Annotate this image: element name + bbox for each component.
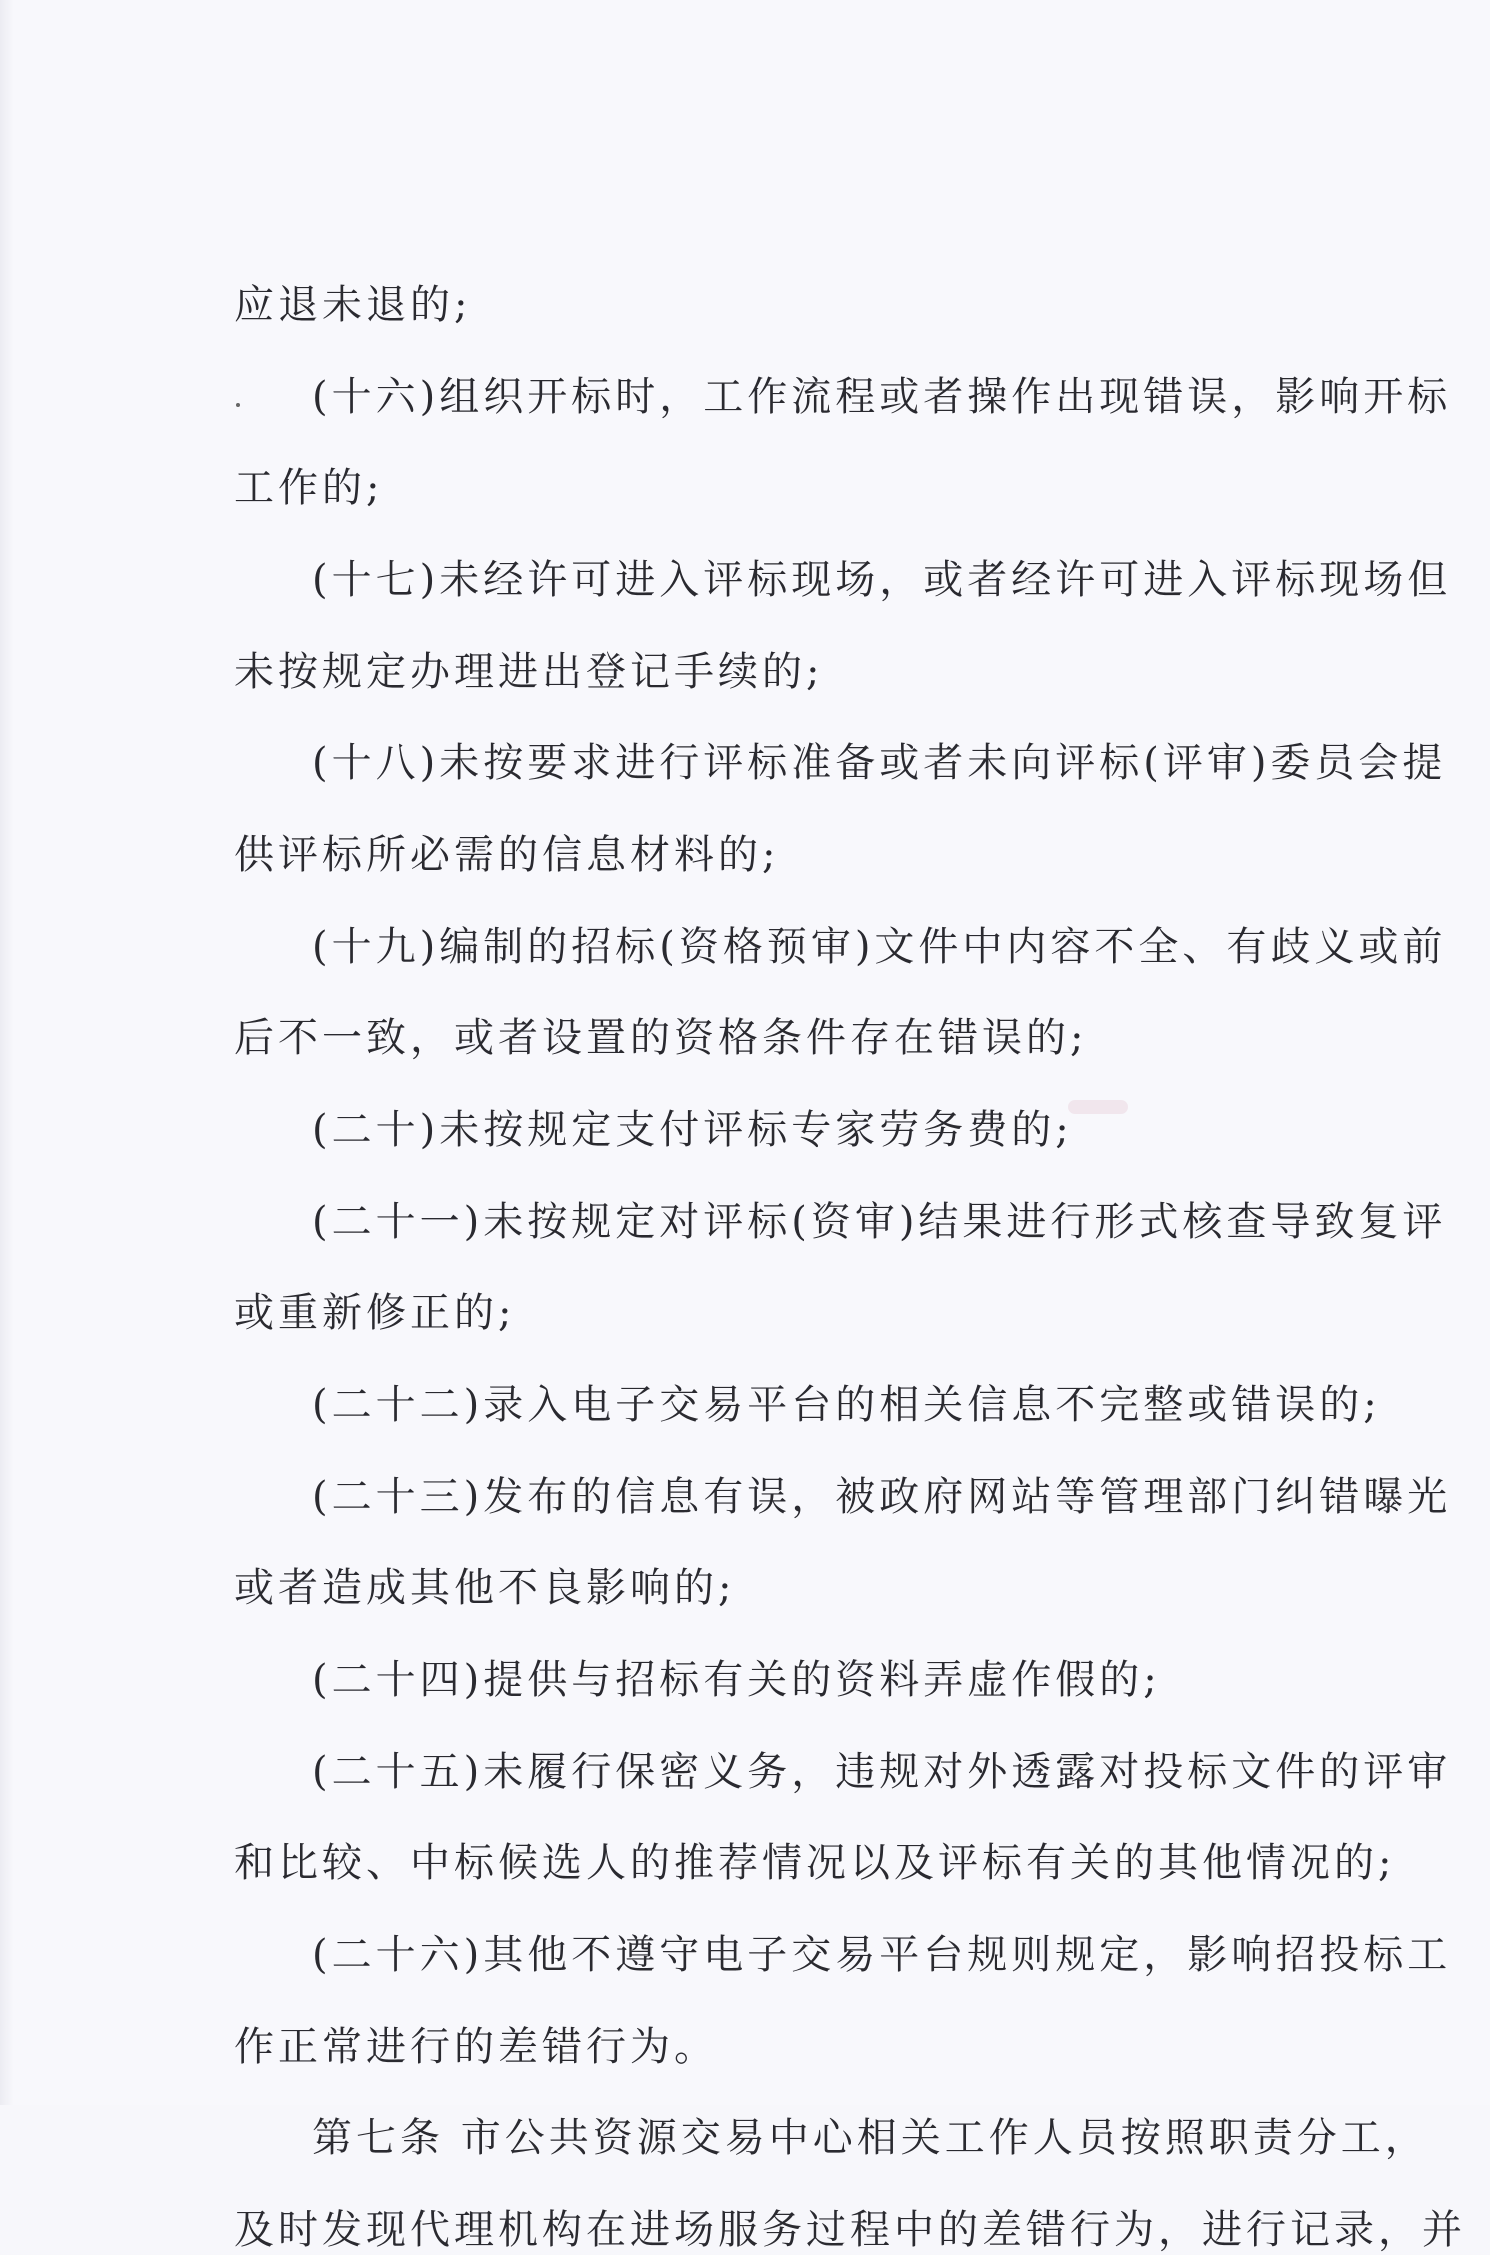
clause-16: (十六)组织开标时，工作流程或者操作出现错误，影响开标 [312, 374, 1452, 420]
body-line: 及时发现代理机构在进场服务过程中的差错行为，进行记录，并 [234, 2207, 1466, 2253]
body-line: 和比较、中标候选人的推荐情况以及评标有关的其他情况的; [234, 1840, 1396, 1886]
body-line: 工作的; [234, 465, 384, 511]
body-line: 应退未退的; [234, 282, 472, 328]
clause-18: (十八)未按要求进行评标准备或者未向评标(评审)委员会提 [312, 740, 1447, 786]
clause-26: (二十六)其他不遵守电子交易平台规则规定，影响招投标工 [312, 1932, 1452, 1978]
clause-25: (二十五)未履行保密义务，违规对外透露对投标文件的评审 [312, 1749, 1452, 1795]
scan-speck [236, 403, 240, 407]
body-line: 后不一致，或者设置的资格条件存在错误的; [234, 1015, 1088, 1061]
clause-22: (二十二)录入电子交易平台的相关信息不完整或错误的; [312, 1382, 1381, 1428]
article-7: 第七条 市公共资源交易中心相关工作人员按照职责分工， [312, 2115, 1429, 2161]
clause-17: (十七)未经许可进入评标现场，或者经许可进入评标现场但 [312, 557, 1452, 603]
faint-stamp-mark [1068, 1100, 1128, 1114]
clause-21: (二十一)未按规定对评标(资审)结果进行形式核查导致复评 [312, 1199, 1447, 1245]
clause-20: (二十)未按规定支付评标专家劳务费的; [312, 1107, 1073, 1153]
body-line: 未按规定办理进出登记手续的; [234, 649, 824, 695]
body-line: 或者造成其他不良影响的; [234, 1565, 736, 1611]
body-line: 供评标所必需的信息材料的; [234, 832, 780, 878]
scan-edge [0, 0, 14, 2105]
clause-23: (二十三)发布的信息有误，被政府网站等管理部门纠错曝光 [312, 1474, 1452, 1520]
body-line: 作正常进行的差错行为。 [234, 2024, 718, 2070]
body-line: 或重新修正的; [234, 1290, 516, 1336]
clause-24: (二十四)提供与招标有关的资料弄虚作假的; [312, 1657, 1161, 1703]
clause-19: (十九)编制的招标(资格预审)文件中内容不全、有歧义或前 [312, 924, 1447, 970]
